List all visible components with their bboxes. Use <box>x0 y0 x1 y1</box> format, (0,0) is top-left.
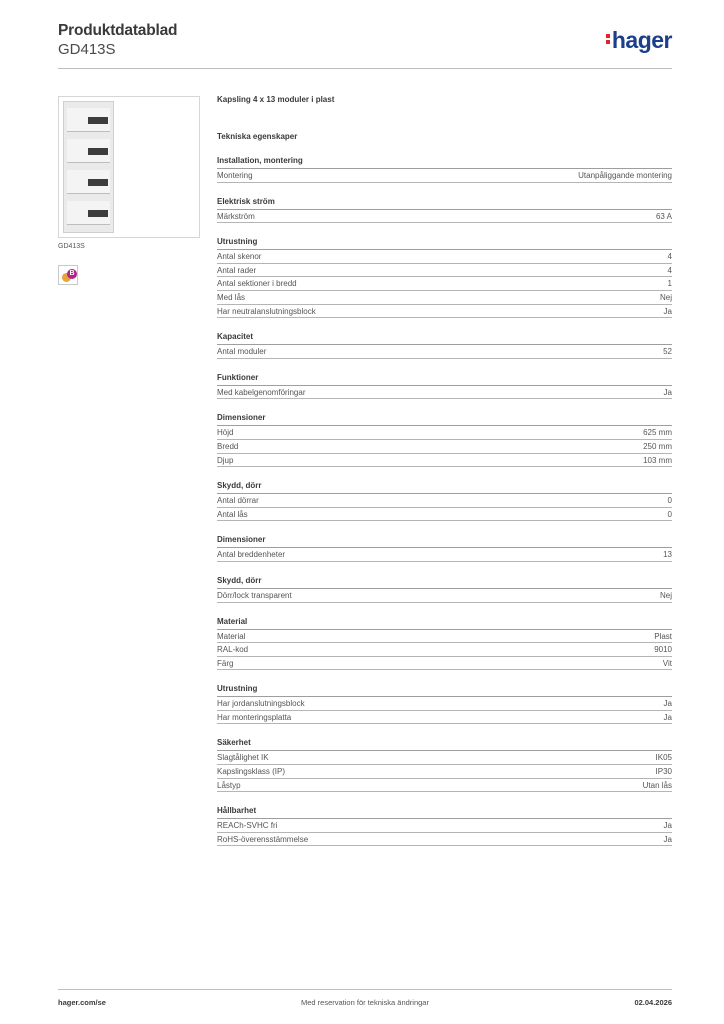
spec-value: 0 <box>667 496 672 506</box>
spec-section <box>217 481 672 521</box>
footer-url: hager.com/se <box>58 998 106 1007</box>
section-title: Hållbarhet <box>217 806 672 819</box>
spec-value: 52 <box>663 347 672 357</box>
page-title: Produktdatablad <box>58 22 178 39</box>
spec-value: Ja <box>663 699 672 709</box>
spec-row <box>217 277 672 291</box>
spec-label: Har monteringsplatta <box>217 712 292 722</box>
module-row <box>67 201 110 225</box>
specs-heading: Tekniska egenskaper <box>217 132 298 141</box>
spec-value: 13 <box>663 550 672 560</box>
spec-section <box>217 197 672 224</box>
spec-section <box>217 617 672 671</box>
header-divider <box>58 68 672 69</box>
spec-row <box>217 426 672 440</box>
spec-value: Nej <box>659 590 672 600</box>
spec-row <box>217 345 672 359</box>
spec-label: REACh-SVHC fri <box>217 821 278 831</box>
spec-row <box>217 508 672 522</box>
spec-section <box>217 373 672 400</box>
spec-value: 103 mm <box>643 455 672 465</box>
spec-section <box>217 535 672 562</box>
spec-value: Ja <box>663 712 672 722</box>
spec-row <box>217 657 672 671</box>
spec-row <box>217 589 672 603</box>
spec-label: Låstyp <box>217 780 241 790</box>
section-title: Skydd, dörr <box>217 576 672 589</box>
footer-date: 02.04.2026 <box>634 998 672 1007</box>
spec-label: RAL-kod <box>217 645 249 655</box>
spec-row <box>217 454 672 468</box>
spec-label: Med kabelgenomföringar <box>217 387 306 397</box>
spec-section <box>217 156 672 183</box>
spec-row <box>217 643 672 657</box>
spec-section <box>217 576 672 603</box>
spec-row <box>217 751 672 765</box>
spec-label: Antal moduler <box>217 347 267 357</box>
recycling-info-icon <box>58 265 78 285</box>
spec-label: Montering <box>217 171 253 180</box>
product-image <box>58 96 200 238</box>
spec-label: Färg <box>217 658 234 668</box>
spec-label: Har jordanslutningsblock <box>217 699 305 709</box>
spec-label: Antal dörrar <box>217 496 259 506</box>
spec-row <box>217 819 672 833</box>
spec-row <box>217 779 672 793</box>
spec-row <box>217 291 672 305</box>
spec-row <box>217 711 672 725</box>
section-title: Funktioner <box>217 373 672 386</box>
spec-label: Slagtålighet IK <box>217 753 269 763</box>
section-title: Utrustning <box>217 237 672 250</box>
footer-disclaimer: Med reservation för tekniska ändringar <box>301 998 429 1007</box>
spec-row <box>217 386 672 400</box>
spec-value: 1 <box>667 279 672 289</box>
spec-label: Dörr/lock transparent <box>217 590 292 600</box>
spec-value: Plast <box>654 631 672 641</box>
section-title: Dimensioner <box>217 535 672 548</box>
spec-label: Bredd <box>217 441 239 451</box>
product-code: GD413S <box>58 41 116 58</box>
section-title: Dimensioner <box>217 413 672 426</box>
spec-row <box>217 250 672 264</box>
module-row <box>67 170 110 194</box>
spec-row <box>217 697 672 711</box>
module-row <box>67 139 110 163</box>
spec-row <box>217 440 672 454</box>
spec-value: Nej <box>659 292 672 302</box>
spec-label: Kapslingsklass (IP) <box>217 767 286 777</box>
spec-row <box>217 548 672 562</box>
hager-logo <box>606 27 672 54</box>
section-title: Säkerhet <box>217 738 672 751</box>
spec-label: Material <box>217 631 246 641</box>
spec-row <box>217 630 672 644</box>
logo-dots-icon <box>606 32 610 46</box>
spec-value: Vit <box>662 658 672 668</box>
spec-section <box>217 413 672 467</box>
enclosure-panel <box>63 101 114 233</box>
spec-label: Antal lås <box>217 509 248 519</box>
badge-letter: B <box>67 269 77 279</box>
spec-content <box>217 95 672 846</box>
section-title: Elektrisk ström <box>217 197 672 210</box>
spec-label: Antal skenor <box>217 252 262 262</box>
spec-value: 4 <box>667 252 672 262</box>
spec-label: Antal breddenheter <box>217 550 286 560</box>
spec-value: 0 <box>667 509 672 519</box>
spec-label: Har neutralanslutningsblock <box>217 306 316 316</box>
image-caption: GD413S <box>58 243 85 250</box>
spec-value: Ja <box>663 834 672 844</box>
spec-label: Märkström <box>217 211 255 221</box>
spec-section <box>217 684 672 724</box>
spec-value: 250 mm <box>643 441 672 451</box>
spec-row <box>217 264 672 278</box>
spec-row <box>217 765 672 779</box>
page-header <box>58 22 672 59</box>
spec-section <box>217 738 672 792</box>
spec-value: Ja <box>663 387 672 397</box>
spec-section <box>217 332 672 359</box>
spec-value: Utan lås <box>642 780 672 790</box>
spec-value: IK05 <box>655 753 672 763</box>
spec-value: 625 mm <box>643 428 672 438</box>
spec-row <box>217 494 672 508</box>
module-row <box>67 108 110 132</box>
section-title: Utrustning <box>217 684 672 697</box>
section-title: Skydd, dörr <box>217 481 672 494</box>
din-slot <box>88 117 108 124</box>
section-title: Kapacitet <box>217 332 672 345</box>
din-slot <box>88 179 108 186</box>
spec-value: Utanpåliggande montering <box>578 171 672 180</box>
spec-label: Antal rader <box>217 265 257 275</box>
spec-label: Djup <box>217 455 234 465</box>
din-slot <box>88 148 108 155</box>
product-description: Kapsling 4 x 13 moduler i plast <box>217 95 335 104</box>
spec-row <box>217 210 672 224</box>
spec-label: Med lås <box>217 292 246 302</box>
spec-value: 9010 <box>654 645 672 655</box>
spec-row <box>217 833 672 847</box>
din-slot <box>88 210 108 217</box>
spec-label: Höjd <box>217 428 234 438</box>
spec-value: 63 A <box>655 211 672 221</box>
spec-section <box>217 237 672 318</box>
spec-value: Ja <box>663 306 672 316</box>
spec-label: Antal sektioner i bredd <box>217 279 297 289</box>
spec-section <box>217 806 672 846</box>
spec-value: 4 <box>667 265 672 275</box>
footer-divider <box>58 989 672 990</box>
logo-text: hager <box>611 27 672 53</box>
spec-row <box>217 169 672 183</box>
spec-row <box>217 305 672 319</box>
section-title: Material <box>217 617 672 630</box>
section-title: Installation, montering <box>217 156 672 169</box>
spec-value: IP30 <box>655 767 672 777</box>
spec-sections <box>217 156 672 846</box>
spec-value: Ja <box>663 821 672 831</box>
spec-label: RoHS-överensstämmelse <box>217 834 309 844</box>
